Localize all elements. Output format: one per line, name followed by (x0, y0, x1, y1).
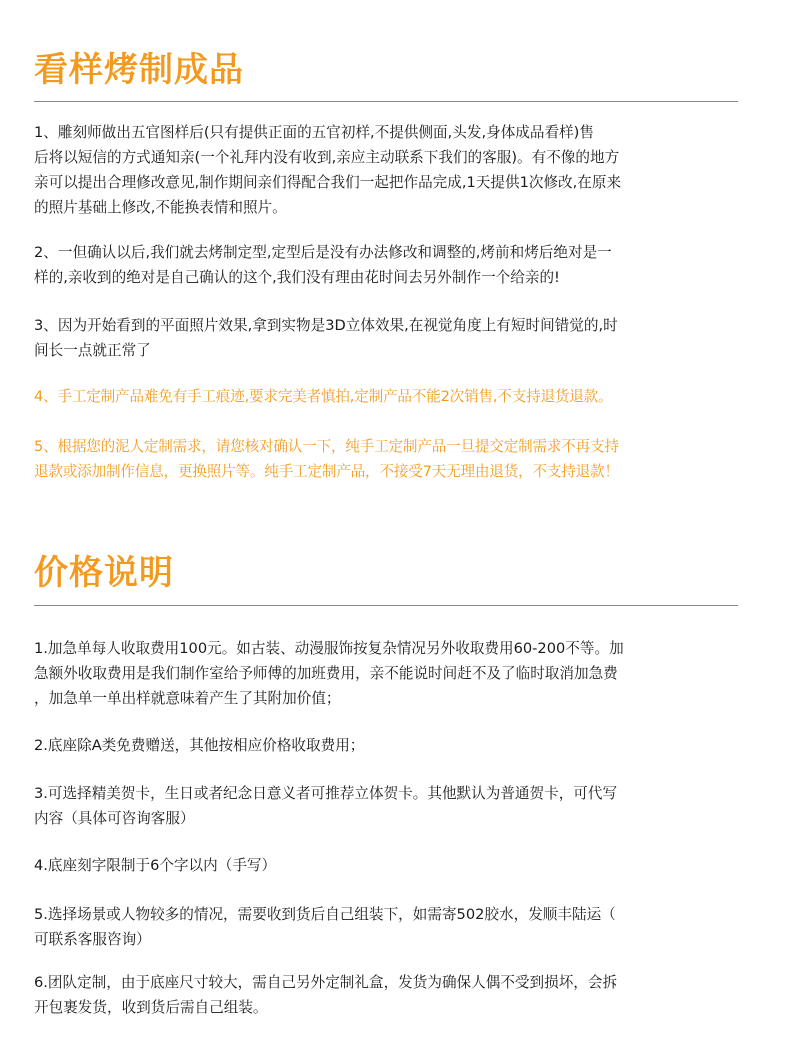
sample-note-3: 3、因为开始看到的平面照片效果,拿到实物是3D立体效果,在视觉角度上有短时间错觉的,时 间长一点就正常了 (34, 317, 618, 359)
sample-note-4-warning: 4、手工定制产品难免有手工痕迹,要求完美者慎拍,定制产品不能2次销售,不支持退货退款。 (34, 388, 613, 405)
price-note-1: 1.加急单每人收取费用100元。如古装、动漫服饰按复杂情况另外收取费用60-200不等。加 急额外收取费用是我们制作室给予师傅的加班费用，亲不能说时间赶不及了临时取消加急费 ，加急单一单出样就意味着产生了其附加价值； (34, 640, 624, 707)
price-note-3: 3.可选择精美贺卡，生日或者纪念日意义者可推荐立体贺卡。其他默认为普通贺卡，可代写 内容（具体可咨询客服） (34, 785, 618, 827)
section-title-price-info: 价格说明 (34, 553, 174, 593)
sample-note-1: 1、雕刻师做出五官图样后(只有提供正面的五官初样,不提供侧面,头发,身体成品看样)售 后将以短信的方式通知亲(一个礼拜内没有收到,亲应主动联系下我们的客服)。有不像的地方 亲可以提出合理修改意见,制作期间亲们得配合我们一起把作品完成,1天提供1次修改,在原来 的照片基础上修改,不能换表情和照片。 (34, 124, 622, 216)
section-divider (34, 605, 738, 606)
section-title-sample-baking: 看样烤制成品 (34, 50, 244, 90)
sample-note-5-warning: 5、根据您的泥人定制需求，请您核对确认一下，纯手工定制产品一旦提交定制需求不再支持 退款或添加制作信息，更换照片等。纯手工定制产品，不接受7天无理由退货，不支持退款！ (34, 438, 619, 480)
sample-note-2: 2、一但确认以后,我们就去烤制定型,定型后是没有办法修改和调整的,烤前和烤后绝对是一 样的,亲收到的绝对是自己确认的这个,我们没有理由花时间去另外制作一个给亲的! (34, 244, 612, 286)
price-note-2: 2.底座除A类免费赠送，其他按相应价格收取费用； (34, 737, 365, 754)
price-note-5: 5.选择场景或人物较多的情况，需要收到货后自己组装下，如需寄502胶水，发顺丰陆运（ 可联系客服咨询） (34, 906, 616, 948)
price-note-4: 4.底座刻字限制于6个字以内（手写） (34, 857, 277, 874)
section-divider (34, 101, 738, 102)
price-note-6: 6.团队定制，由于底座尺寸较大，需自己另外定制礼盒，发货为确保人偶不受到损坏，会拆 开包裹发货，收到货后需自己组装。 (34, 974, 618, 1016)
